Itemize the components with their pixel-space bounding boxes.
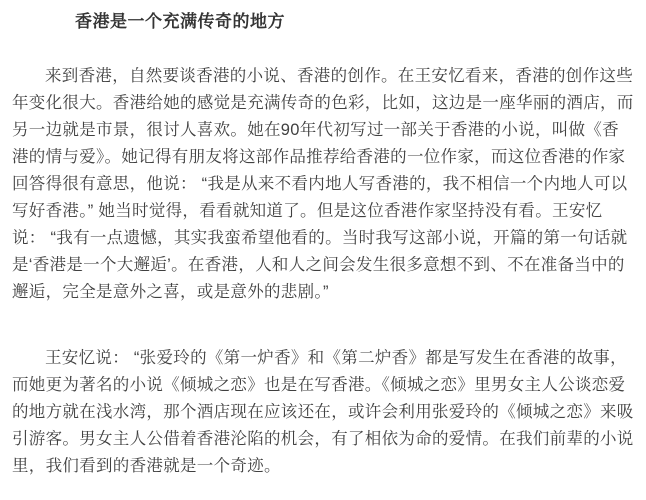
article-paragraph-2: 王安忆说： “张爱玲的《第一炉香》和《第二炉香》都是写发生在香港的故事，而她更为著名的小说《倾城之恋》也是在写香港。《倾城之恋》里男女主人公谈恋爱的地方就在浅水湾，那个酒店现在应该还在，或许会利用张爱玲的《倾城之恋》来吸引游客。男女主人公借着香港沦陷的机会，有了相依为命的爱情。在我们前辈的小说里，我们看到的香港就是一个奇迹。	[12, 349, 634, 475]
document-page	[0, 10, 646, 500]
article-paragraph-1: 来到香港，自然要谈香港的小说、香港的创作。在王安忆看来，香港的创作这些年变化很大。香港给她的感觉是充满传奇的色彩，比如，这边是一座华丽的酒店，而另一边就是市景，很讨人喜欢。她在90年代初写过一部关于香港的小说，叫做《香港的情与爱》。她记得有朋友将这部作品推荐给香港的一位作家，而这位香港的作家回答得很有意思，他说： “我是从来不看内地人写香港的，我不相信一个内地人可以写好香港。” 她当时觉得，看看就知道了。但是这位香港作家坚持没有看。王安忆说： “我有一点遗憾，其实我蛮希望他看的。当时我写这部小说，开篇的第一句话就是‘香港是一个大邂逅’。在香港，人和人之间会发生很多意想不到、不在准备当中的邂逅，完全是意外之喜，或是意外的悲剧。”	[12, 67, 634, 301]
article-title: 香港是一个充满传奇的地方	[75, 12, 285, 31]
